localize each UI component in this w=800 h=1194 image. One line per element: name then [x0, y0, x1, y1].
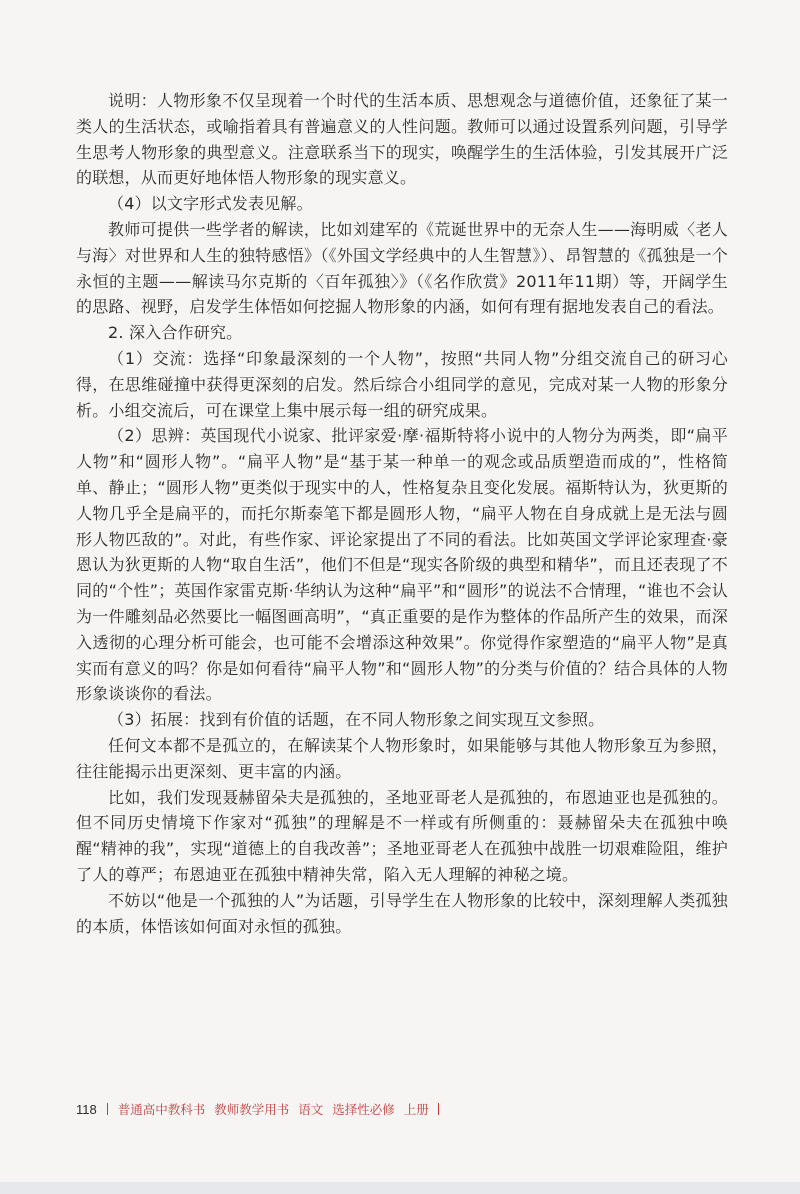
- subheading-extension: （3）拓展：找到有价值的话题，在不同人物形象之间实现互文参照。: [108, 710, 605, 730]
- footer-course: 选择性必修: [332, 1102, 395, 1117]
- footer-divider-end: [438, 1103, 439, 1115]
- section-heading-cooperative-study: 2. 深入合作研究。: [108, 323, 243, 343]
- page-body: [76, 88, 728, 939]
- footer-series: 普通高中教科书: [117, 1102, 206, 1117]
- footer-divider: [107, 1103, 108, 1115]
- paragraph-debate: （2）思辨：英国现代小说家、批评家爱·摩·福斯特将小说中的人物分为两类，即“扁平人物”和“圆形人物”。“扁平人物”是“基于某一种单一的观念或品质塑造而成的”，性格简单、静止；“圆形人物”更类似于现实中的人，性格复杂且变化发展。福斯特认为，狄更斯的人物几乎全是扁平的，而托尔斯泰笔下都是圆形人物，“扁平人物在自身成就上是无法与圆形人物匹敌的”。对此，有些作家、评论家提出了不同的看法。比如英国文学评论家理查·豪恩认为狄更斯的人物“取自生活”，他们不但是“现实各阶级的典型和精华”，而且还表现了不同的“个性”；英国作家雷克斯·华纳认为这种“扁平”和“圆形”的说法不合情理，“谁也不会认为一件雕刻品必然要比一幅图画高明”，“真正重要的是作为整体的作品所产生的效果，而深入透彻的心理分析可能会，也可能不会增添这种效果”。你觉得作家塑造的“扁平人物”是真实而有意义的吗？你是如何看待“扁平人物”和“圆形人物”的分类与价值的？结合具体的人物形象谈谈你的看法。: [76, 426, 728, 704]
- subheading-written-views: （4）以文字形式发表见解。: [108, 194, 313, 214]
- footer-book-type: 教师教学用书: [214, 1102, 290, 1117]
- footer-subject: 语文: [298, 1102, 324, 1117]
- scan-bottom-edge: [0, 1182, 800, 1194]
- paragraph-topic-suggestion: 不妨以“他是一个孤独的人”为话题，引导学生在人物形象的比较中，深刻理解人类孤独的本质，体悟该如何面对永恒的孤独。: [76, 890, 728, 936]
- footer-volume: 上册: [403, 1102, 429, 1117]
- paragraph-loneliness-examples: 比如，我们发现聂赫留朵夫是孤独的，圣地亚哥老人是孤独的，布恩迪亚也是孤独的。但不同历史情境下作家对“孤独”的理解是不一样或有所侧重的：聂赫留朵夫在孤独中唤醒“精神的我”，实现“道德上的自我改善”；圣地亚哥老人在孤独中战胜一切艰难险阻，维护了人的尊严；布恩迪亚在孤独中精神失常，陷入无人理解的神秘之境。: [76, 787, 728, 884]
- paragraph-exchange: （1）交流：选择“印象最深刻的一个人物”，按照“共同人物”分组交流自己的研习心得，在思维碰撞中获得更深刻的启发。然后综合小组同学的意见，完成对某一人物的形象分析。小组交流后，可在课堂上集中展示每一组的研究成果。: [76, 348, 728, 420]
- paragraph-intertext: 任何文本都不是孤立的，在解读某个人物形象时，如果能够与其他人物形象互为参照，往往能揭示出更深刻、更丰富的内涵。: [76, 735, 728, 781]
- paragraph-scholar-readings: 教师可提供一些学者的解读，比如刘建军的《荒诞世界中的无奈人生——海明威〈老人与海〉对世界和人生的独特感悟》（《外国文学经典中的人生智慧》）、昂智慧的《孤独是一个永恒的主题——解读马尔克斯的〈百年孤独〉》（《名作欣赏》2011年11期）等，开阔学生的思路、视野，启发学生体悟如何挖掘人物形象的内涵，如何有理有据地发表自己的看法。: [76, 219, 728, 317]
- page-number: 118: [76, 1102, 97, 1117]
- paragraph-explanation: 说明：人物形象不仅呈现着一个时代的生活本质、思想观念与道德价值，还象征了某一类人的生活状态，或喻指着具有普遍意义的人性问题。教师可以通过设置系列问题，引导学生思考人物形象的典型意义。注意联系当下的现实，唤醒学生的生活体验，引发其展开广泛的联想，从而更好地体悟人物形象的现实意义。: [76, 91, 728, 188]
- page-footer: [76, 1102, 449, 1118]
